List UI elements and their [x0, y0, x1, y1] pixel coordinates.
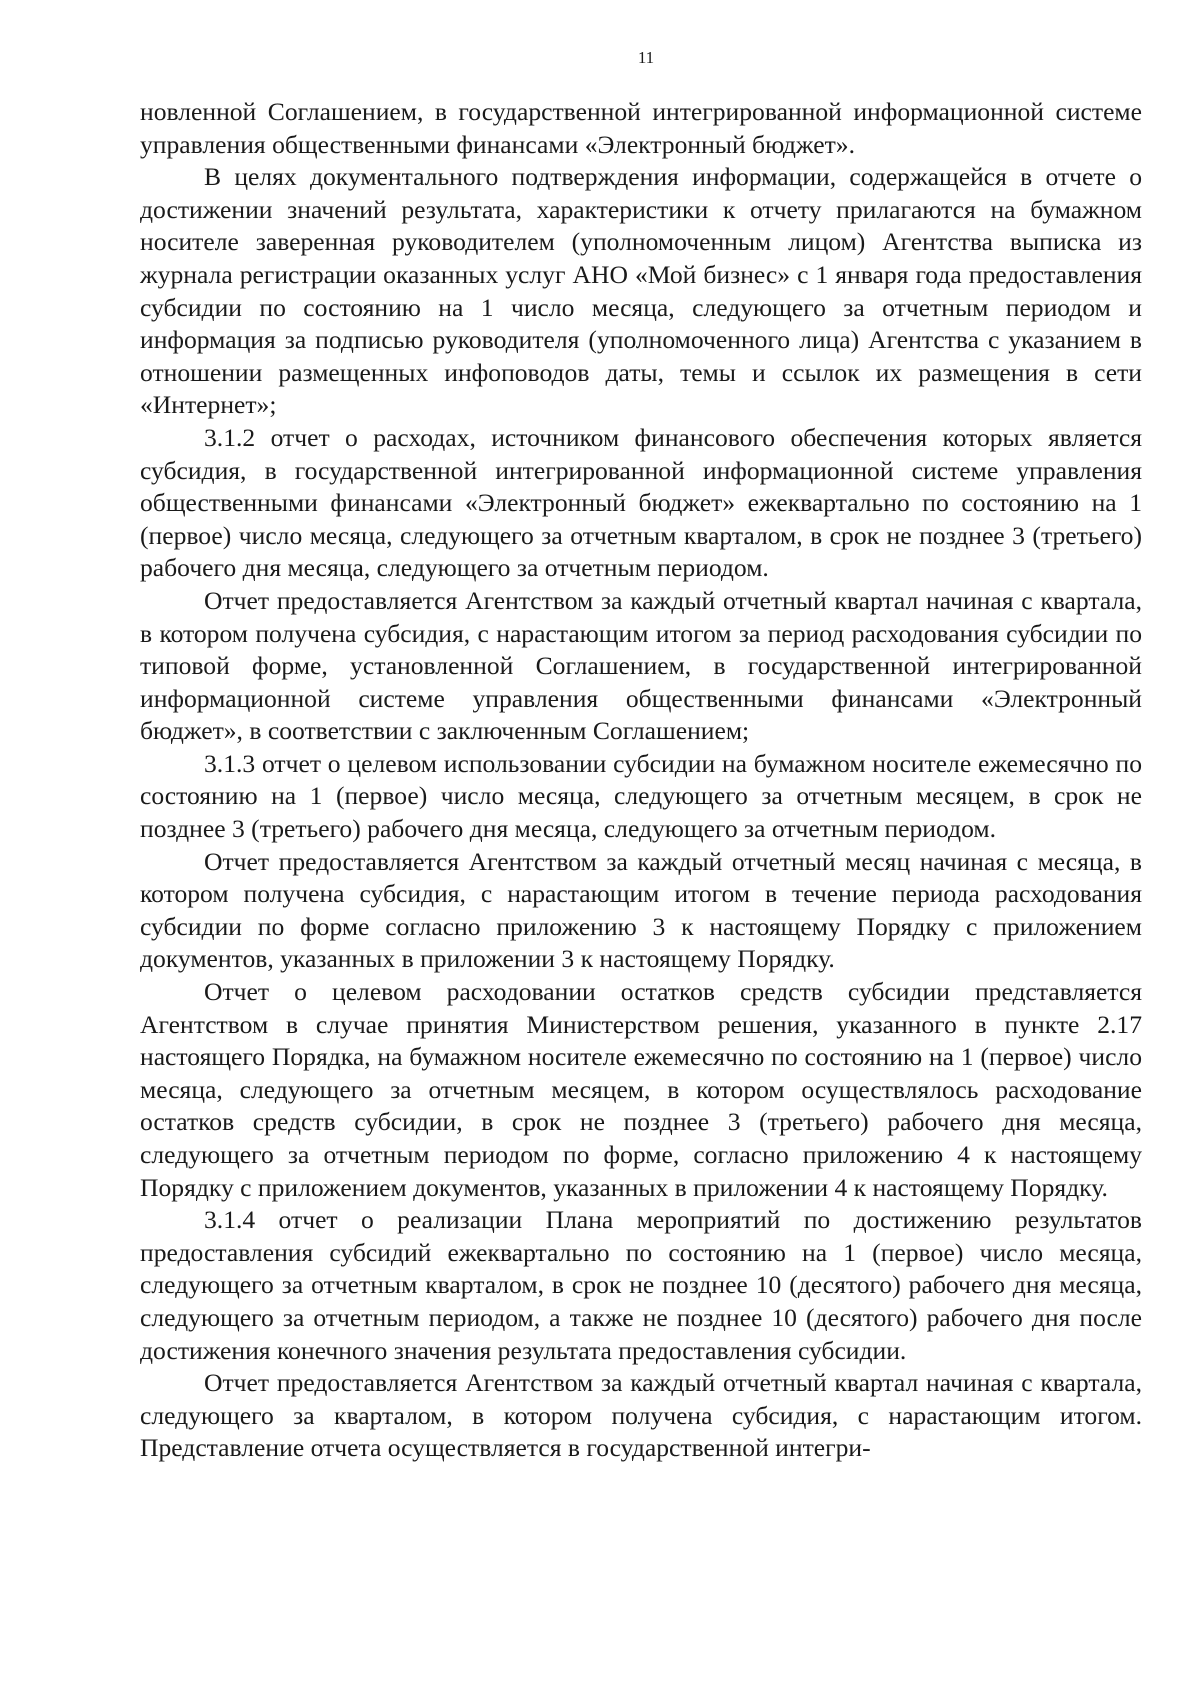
paragraph-7: Отчет о целевом расходовании остатков средств субсидии представляется Агентством в случае принятия Министерством решения, указанного в пункте 2.17 настоящего Порядка, на бумажном носителе ежемесячно по состоянию на 1 (первое) число месяца, следующего за отчетным месяцем, в котором осуществлялось расходование остатков средств субсидии, в срок не позднее 3 (третьего) рабочего дня месяца, следующего за отчетным периодом по форме, согласно приложению 4 к настоящему Порядку с приложением документов, указанных в приложении 4 к настоящему Порядку. [140, 977, 1142, 1202]
paragraph-1: новленной Соглашением, в государственной интегрированной информационной системе управления общественными финансами «Электронный бюджет». [140, 97, 1142, 159]
paragraph-3-1-3: 3.1.3 отчет о целевом использовании субсидии на бумажном носителе ежемесячно по состоянию на 1 (первое) число месяца, следующего за отчетным месяцем, в срок не позднее 3 (третьего) рабочего дня месяца, следующего за отчетным периодом. [140, 748, 1142, 844]
document-body [140, 96, 1142, 1465]
paragraph-2: В целях документального подтверждения информации, содержащейся в отчете о достижении значений результата, характеристики к отчету прилагаются на бумажном носителе заверенная руководителем (уполномоченным лицом) Агентства выписка из журнала регистрации оказанных услуг АНО «Мой бизнес» с 1 января года предоставления субсидии по состоянию на 1 число месяца, следующего за отчетным периодом и информация за подписью руководителя (уполномоченного лица) Агентства с указанием в отношении размещенных инфоповодов даты, темы и ссылок их размещения в сети «Интернет»; [140, 162, 1142, 420]
paragraph-4: Отчет предоставляется Агентством за каждый отчетный квартал начиная с квартала, в котором получена субсидия, с нарастающим итогом за период расходования субсидии по типовой форме, установленной Соглашением, в государственной интегрированной информационной системе управления общественными финансами «Электронный бюджет», в соответствии с заключенным Соглашением; [140, 585, 1142, 746]
page-number: 11 [637, 48, 655, 67]
paragraph-6: Отчет предоставляется Агентством за каждый отчетный месяц начиная с месяца, в котором получена субсидия, с нарастающим итогом в течение периода расходования субсидии по форме согласно приложению 3 к настоящему Порядку с приложением документов, указанных в приложении 3 к настоящему Порядку. [140, 846, 1142, 974]
paragraph-3-1-2: 3.1.2 отчет о расходах, источником финансового обеспечения которых является субсидия, в государственной интегрированной информационной системе управления общественными финансами «Электронный бюджет» ежеквартально по состоянию на 1 (первое) число месяца, следующего за отчетным кварталом, в срок не позднее 3 (третьего) рабочего дня месяца, следующего за отчетным периодом. [140, 422, 1142, 583]
paragraph-9: Отчет предоставляется Агентством за каждый отчетный квартал начиная с квартала, следующего за кварталом, в котором получена субсидия, с нарастающим итогом. Представление отчета осуществляется в государственной интегри- [140, 1368, 1142, 1463]
paragraph-3-1-4: 3.1.4 отчет о реализации Плана мероприятий по достижению результатов предоставления субсидий ежеквартально по состоянию на 1 (первое) число месяца, следующего за отчетным кварталом, в срок не позднее 10 (десятого) рабочего дня месяца, следующего за отчетным периодом, а также не позднее 10 (десятого) рабочего дня после достижения конечного значения результата предоставления субсидии. [140, 1205, 1142, 1365]
